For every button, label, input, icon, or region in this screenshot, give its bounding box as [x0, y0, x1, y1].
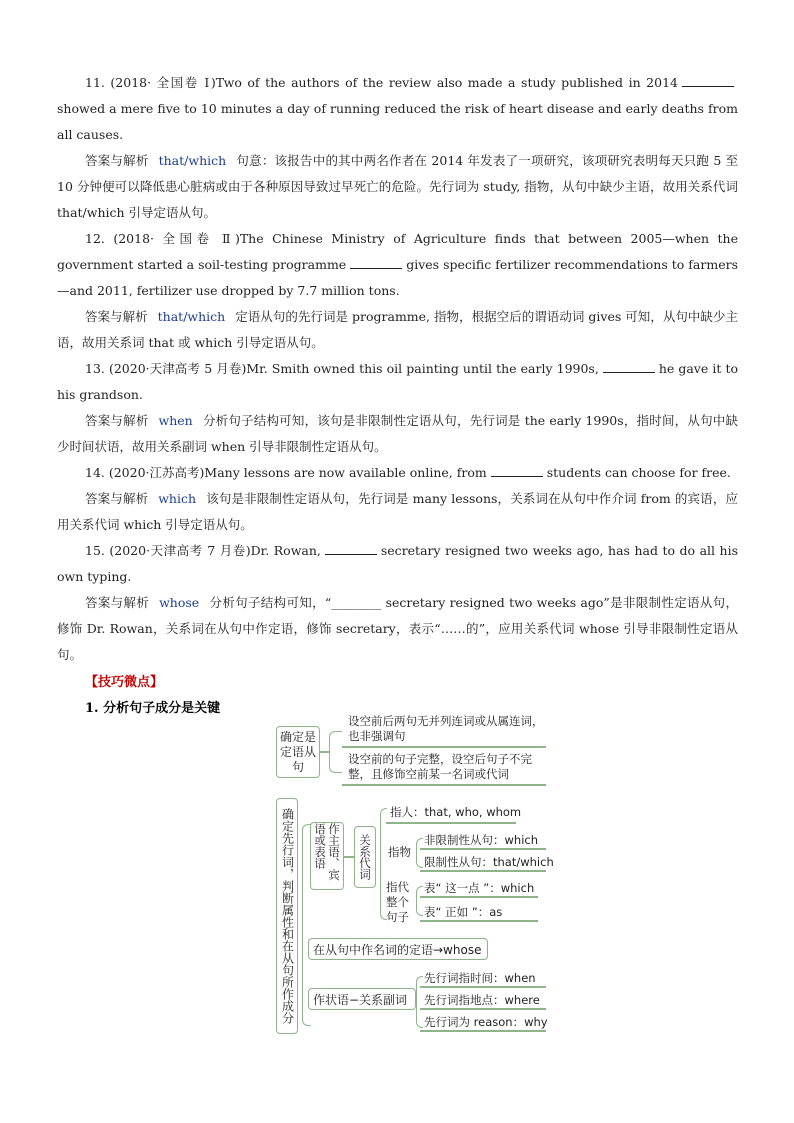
document-body [57, 70, 738, 722]
answer-label: 答案与解析 [85, 153, 149, 168]
answer-explanation: 定语从句的先行词是 programme, 指物，根据空后的谓语动词 gives 可知，从句中缺少主语，故用关系词 that 或 which 引导定语从句。 [57, 309, 738, 350]
question-text: 12. (2018· 全国卷 Ⅱ)The Chinese Ministry of Agriculture finds that between 2005—when the government started a soil-testing programme [57, 231, 738, 272]
antecedent-label: 确定先行词，判断属性和在从句所作成分 [280, 808, 295, 1024]
section-title-text: 【技巧微点】 [85, 675, 164, 690]
relative-clause-diagram [274, 714, 554, 1036]
question-text: secretary resigned two weeks ago, has had to do all his own typing. [57, 543, 738, 584]
answer-label: 答案与解析 [85, 595, 150, 610]
answer-key: which [158, 491, 197, 506]
question-15 [57, 538, 738, 590]
question-12 [57, 226, 738, 304]
question-14 [57, 460, 738, 486]
question-text: showed a mere five to 10 minutes a day of running reduced the risk of heart disease and early deaths from all causes. [57, 101, 738, 142]
whose-box [308, 938, 488, 960]
relative-pronoun-label: 关系代词 [358, 834, 372, 880]
thing-brace [416, 838, 423, 868]
top-item-2: 设空前的句子完整，设空后句子不完整，且修饰空前某一名词或代词 [348, 752, 532, 781]
answer-label: 答案与解析 [85, 491, 149, 506]
divider [420, 896, 538, 898]
relative-pronoun-box [354, 826, 376, 888]
question-text: gives specific fertilizer recommendations to farmers—and 2011, fertilizer use dropped by 7.7 million tons. [57, 257, 738, 298]
question-text: students can choose for free. [546, 465, 731, 480]
answer-11 [57, 148, 738, 226]
determine-clause-label: 确定是定语从句 [279, 729, 316, 774]
answer-blank [682, 72, 734, 87]
adverb-when: 先行词指时间：when [424, 971, 536, 985]
question-text: he gave it to his grandson. [57, 361, 738, 402]
question-text: 13. (2020·天津高考 5 月卷)Mr. Smith owned this oil painting until the early 1990s, [85, 361, 599, 376]
question-text: 14. (2020·江苏高考)Many lessons are now available online, from [85, 465, 487, 480]
divider [420, 1030, 546, 1032]
answer-key: when [158, 413, 193, 428]
answer-key: whose [159, 595, 200, 610]
answer-12 [57, 304, 738, 356]
answer-explanation: 分析句子结构可知，“________ secretary resigned two weeks ago”是非限制性定语从句，修饰 Dr. Rowan，关系词在从句中作定语，修饰 secretary，表示“……的”，应用关系代词 whose 引导非限制性定语从句。 [57, 595, 738, 662]
subject-object-label: 作主语、宾语或表语 [313, 823, 341, 881]
top-brace [329, 731, 342, 773]
determine-clause-box [276, 726, 320, 778]
connector-line [344, 856, 354, 858]
section-title [85, 670, 738, 696]
divider [420, 870, 546, 872]
adverb-brace [416, 976, 423, 1028]
subsection-title: 1. 分析句子成分是关键 [85, 701, 221, 716]
whose-label: 在从句中作名词的定语→whose [313, 942, 482, 957]
sentence-brace [416, 886, 423, 916]
antecedent-box [276, 798, 298, 1034]
sentence-as: 表“ 正如 ”：as [424, 905, 503, 919]
answer-14 [57, 486, 738, 538]
adverb-why: 先行词为 reason：why [424, 1015, 548, 1029]
thing-label: 指物 [388, 845, 411, 859]
divider [420, 986, 546, 988]
answer-explanation: 句意：该报告中的其中两名作者在 2014 年发表了一项研究，该项研究表明每天只跑 5 至 10 分钟便可以降低患心脏病或由于各种原因导致过早死亡的危险。先行词为 study, 指物，从句中缺少主语，故用关系代词 that/which 引导定语从句。 [57, 153, 738, 220]
divider [386, 822, 516, 824]
answer-label: 答案与解析 [85, 309, 148, 324]
answer-explanation: 分析句子结构可知，该句是非限制性定语从句，先行词是 the early 1990s，指时间，从句中缺少时间状语，故用关系副词 when 引导非限制性定语从句。 [57, 413, 738, 454]
answer-key: that/which [157, 309, 226, 324]
sentence-label: 指代整个句子 [386, 880, 409, 924]
answer-explanation: 该句是非限制性定语从句，先行词是 many lessons，关系词在从句中作介词 from 的宾语，应用关系代词 which 引导定语从句。 [57, 491, 738, 532]
adverb-box [308, 988, 416, 1010]
question-13 [57, 356, 738, 408]
answer-15 [57, 590, 738, 668]
question-11 [57, 70, 738, 148]
connector-line [320, 751, 330, 753]
question-text: 15. (2020·天津高考 7 月卷)Dr. Rowan, [85, 543, 321, 558]
answer-label: 答案与解析 [85, 413, 149, 428]
subject-object-box [310, 822, 344, 890]
answer-blank [491, 462, 543, 477]
divider [420, 1008, 546, 1010]
person-label: 指人：that, who, whom [390, 805, 522, 819]
divider [342, 784, 546, 786]
thing-nonrestrictive: 非限制性从句：which [424, 833, 538, 847]
adverb-where: 先行词指地点：where [424, 993, 540, 1007]
thing-restrictive: 限制性从句：that/which [424, 855, 554, 869]
question-text: 11. (2018· 全国卷 Ⅰ)Two of the authors of the review also made a study published in 2014 [85, 75, 678, 90]
divider [420, 848, 546, 850]
answer-blank [350, 254, 402, 269]
answer-blank [603, 358, 655, 373]
divider [420, 920, 538, 922]
answer-blank [325, 540, 377, 555]
answer-13 [57, 408, 738, 460]
divider [342, 746, 546, 748]
sentence-which: 表“ 这一点 ”：which [424, 881, 535, 895]
answer-key: that/which [158, 153, 227, 168]
adverb-label: 作状语−关系副词 [313, 992, 408, 1007]
top-item-1: 设空前后两句无并列连词或从属连词，也非强调句 [348, 714, 544, 743]
